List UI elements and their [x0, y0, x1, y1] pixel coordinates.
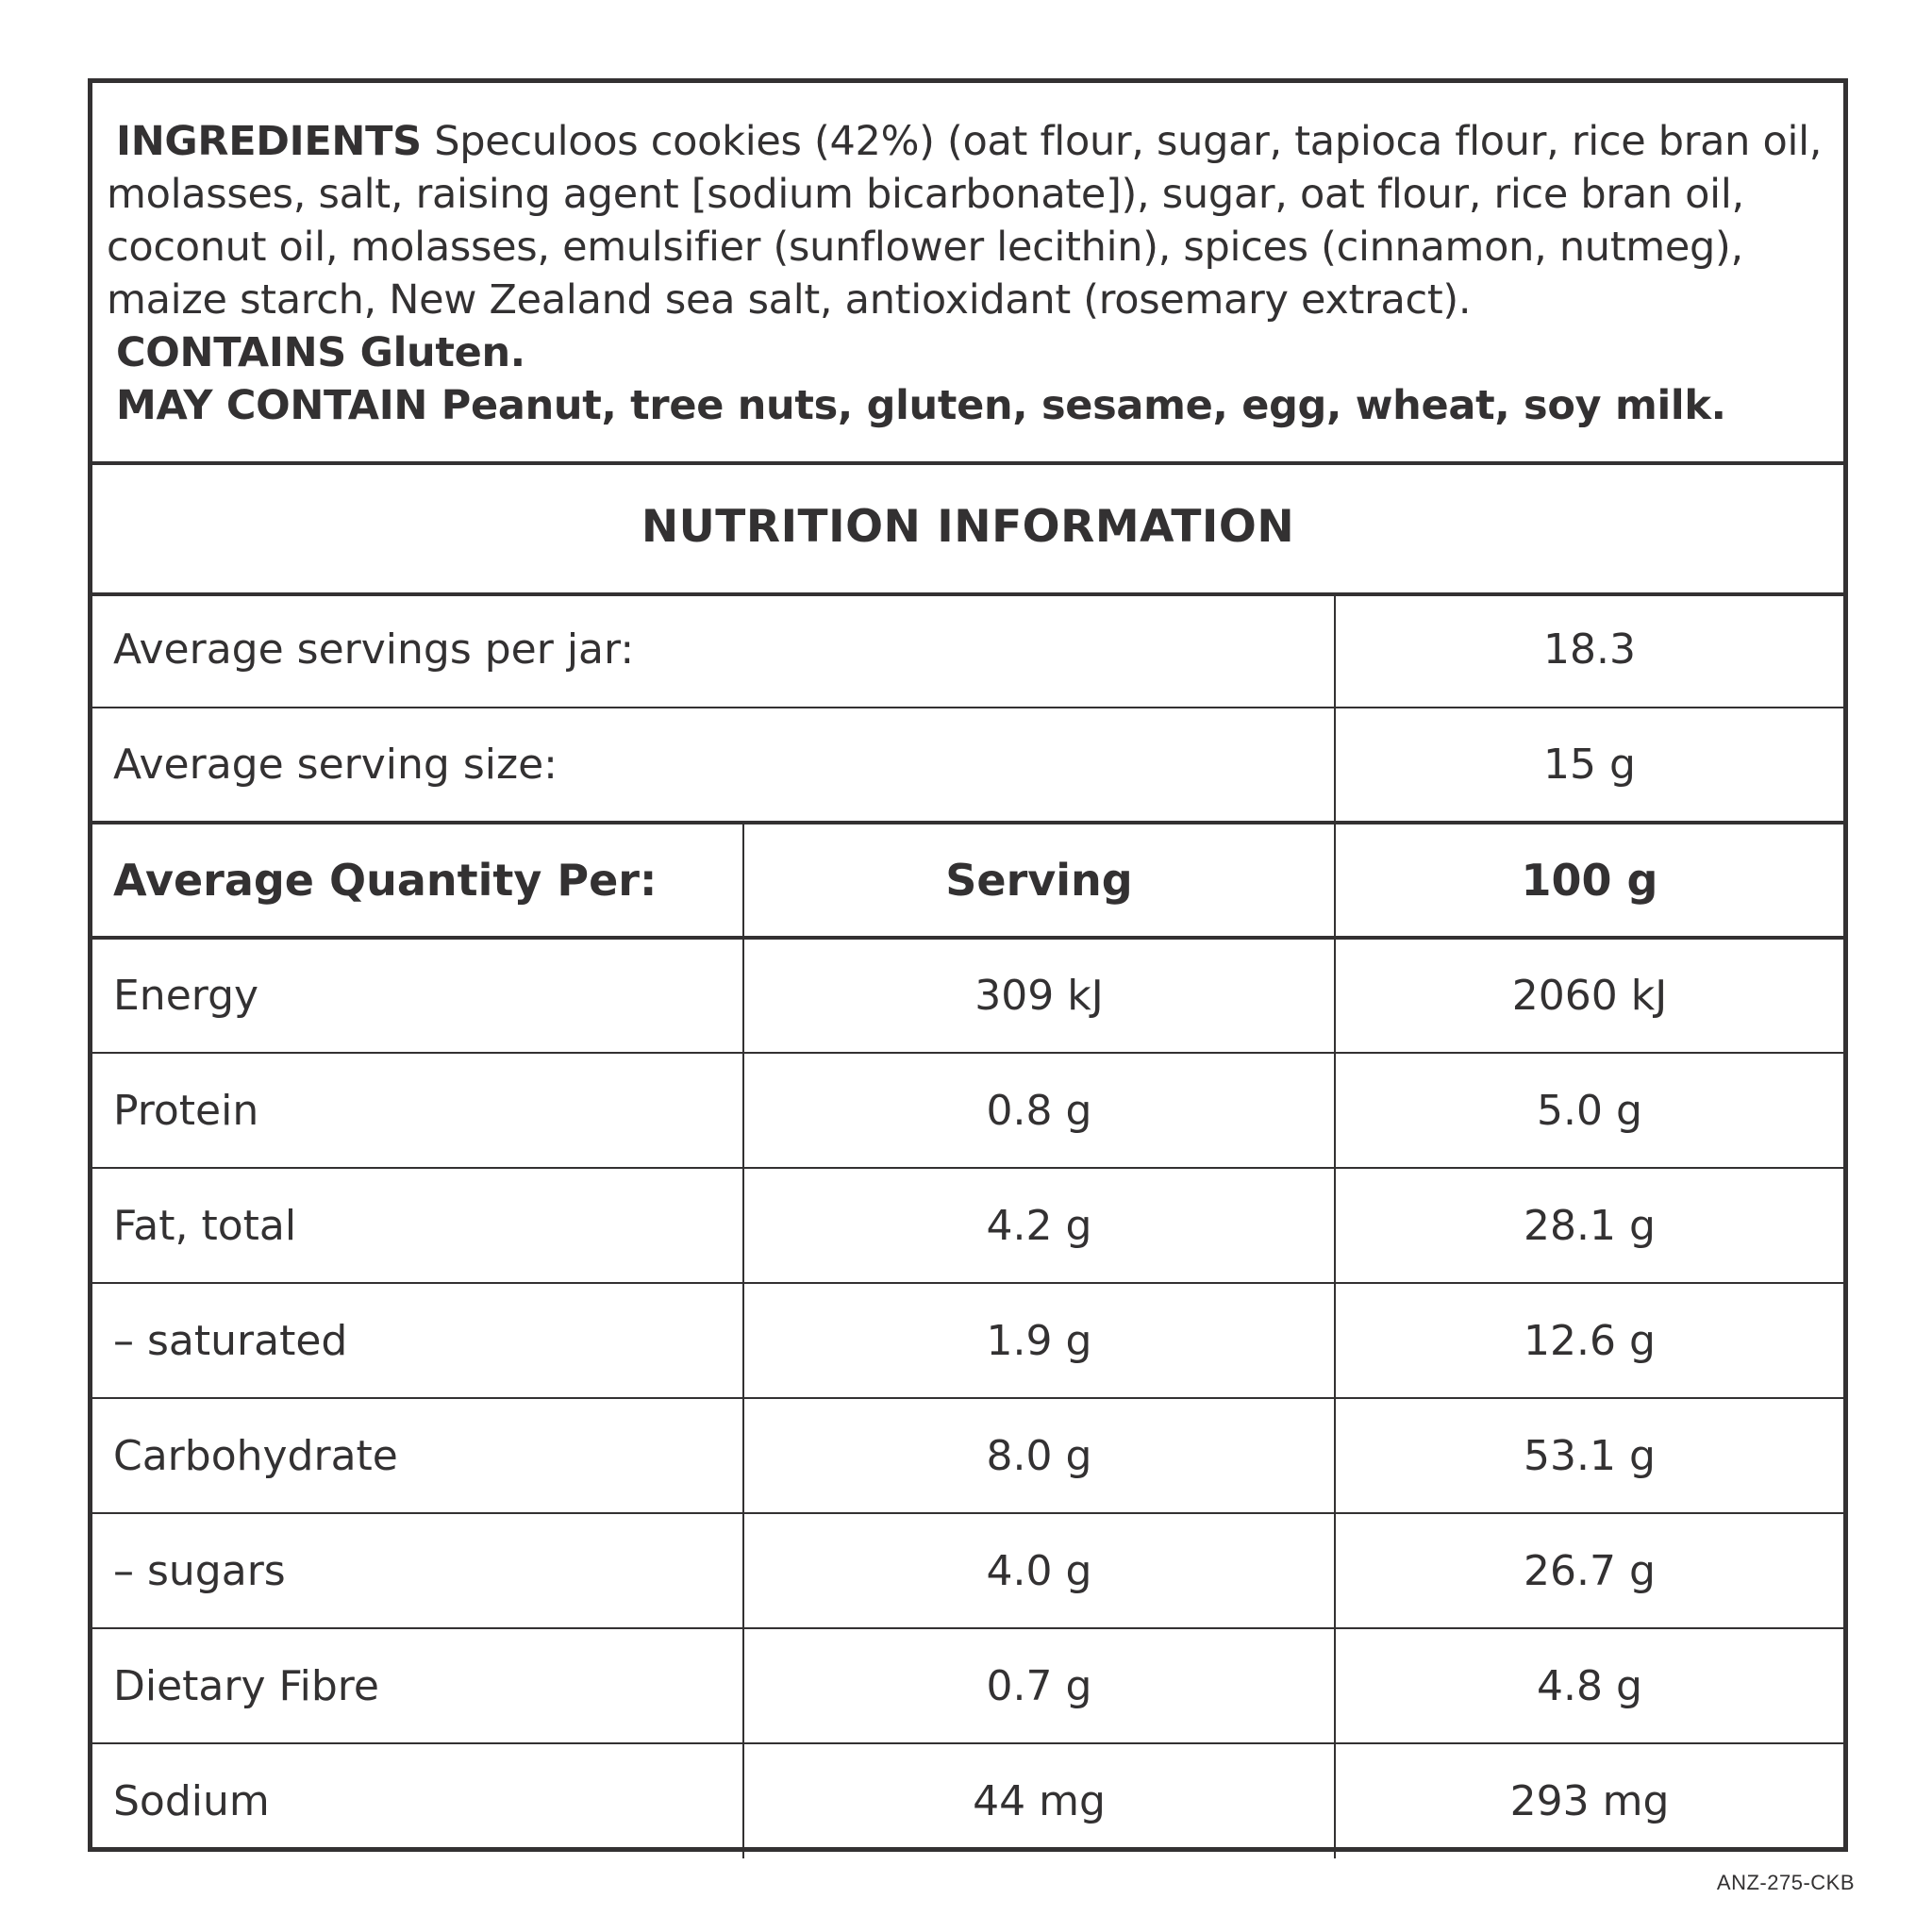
ingredients-heading: INGREDIENTS — [116, 118, 422, 165]
ingredients-list: Speculoos cookies (42%) (oat flour, sugar, tapioca flour, rice bran oil, molasses, salt, raising agent [sodium bicarbonate]), sugar, oat flour, rice bran oil, coconut oil, molasses, emulsifier (sunflower lecithin), spices (cinnamon, nutmeg), maize starch, New Zealand sea salt, antioxidant (rosemary extract). — [107, 118, 1823, 324]
ingredients-paragraph — [107, 115, 1823, 326]
serving-column-header: Serving — [743, 823, 1335, 938]
may-contain-statement: MAY CONTAIN Peanut, tree nuts, gluten, sesame, egg, wheat, soy milk. — [116, 382, 1726, 429]
nutrient-serving-value: 309 kJ — [743, 938, 1335, 1053]
contains-statement: CONTAINS Gluten. — [116, 329, 525, 376]
ingredients-section — [92, 83, 1843, 465]
nutrient-per-100g-value: 53.1 g — [1335, 1398, 1843, 1513]
nutrient-row — [92, 1168, 1843, 1283]
nutrient-per-100g-value: 12.6 g — [1335, 1283, 1843, 1398]
nutrient-name: Dietary Fibre — [92, 1628, 743, 1743]
nutrient-per-100g-value: 4.8 g — [1335, 1628, 1843, 1743]
nutrient-name: – sugars — [92, 1513, 743, 1628]
serving-size-row — [92, 708, 1843, 823]
nutrient-row — [92, 1628, 1843, 1743]
nutrient-per-100g-value: 2060 kJ — [1335, 938, 1843, 1053]
nutrient-per-100g-value: 293 mg — [1335, 1743, 1843, 1858]
nutrient-serving-value: 1.9 g — [743, 1283, 1335, 1398]
nutrient-name: Energy — [92, 938, 743, 1053]
nutrient-row — [92, 1398, 1843, 1513]
nutrient-serving-value: 0.7 g — [743, 1628, 1335, 1743]
nutrient-per-100g-value: 26.7 g — [1335, 1513, 1843, 1628]
servings-per-jar-label: Average servings per jar: — [113, 625, 635, 674]
nutrient-row — [92, 1283, 1843, 1398]
nutrient-serving-value: 8.0 g — [743, 1398, 1335, 1513]
nutrient-serving-value: 44 mg — [743, 1743, 1335, 1858]
nutrient-serving-value: 4.0 g — [743, 1513, 1335, 1628]
quantity-per-header: Average Quantity Per: — [92, 823, 743, 938]
nutrition-label — [88, 78, 1848, 1852]
nutrient-name: Fat, total — [92, 1168, 743, 1283]
nutrient-row — [92, 938, 1843, 1053]
nutrition-table — [92, 592, 1843, 1858]
nutrient-name: – saturated — [92, 1283, 743, 1398]
per-100g-column-header: 100 g — [1335, 823, 1843, 938]
nutrient-name: Sodium — [92, 1743, 743, 1858]
nutrient-per-100g-value: 5.0 g — [1335, 1053, 1843, 1168]
column-header-row — [92, 823, 1843, 938]
serving-size-label: Average serving size: — [92, 708, 1335, 823]
nutrient-per-100g-value: 28.1 g — [1335, 1168, 1843, 1283]
nutrient-serving-value: 4.2 g — [743, 1168, 1335, 1283]
nutrition-title: NUTRITION INFORMATION — [92, 461, 1843, 596]
serving-size-value: 15 g — [1335, 708, 1843, 823]
nutrient-name: Protein — [92, 1053, 743, 1168]
product-code: ANZ-275-CKB — [1716, 1871, 1855, 1894]
nutrient-serving-value: 0.8 g — [743, 1053, 1335, 1168]
servings-per-jar-value: 18.3 — [1335, 592, 1843, 708]
nutrient-row — [92, 1053, 1843, 1168]
servings-per-jar-row — [92, 592, 1843, 708]
nutrient-row — [92, 1513, 1843, 1628]
nutrient-name: Carbohydrate — [92, 1398, 743, 1513]
nutrient-row — [92, 1743, 1843, 1858]
